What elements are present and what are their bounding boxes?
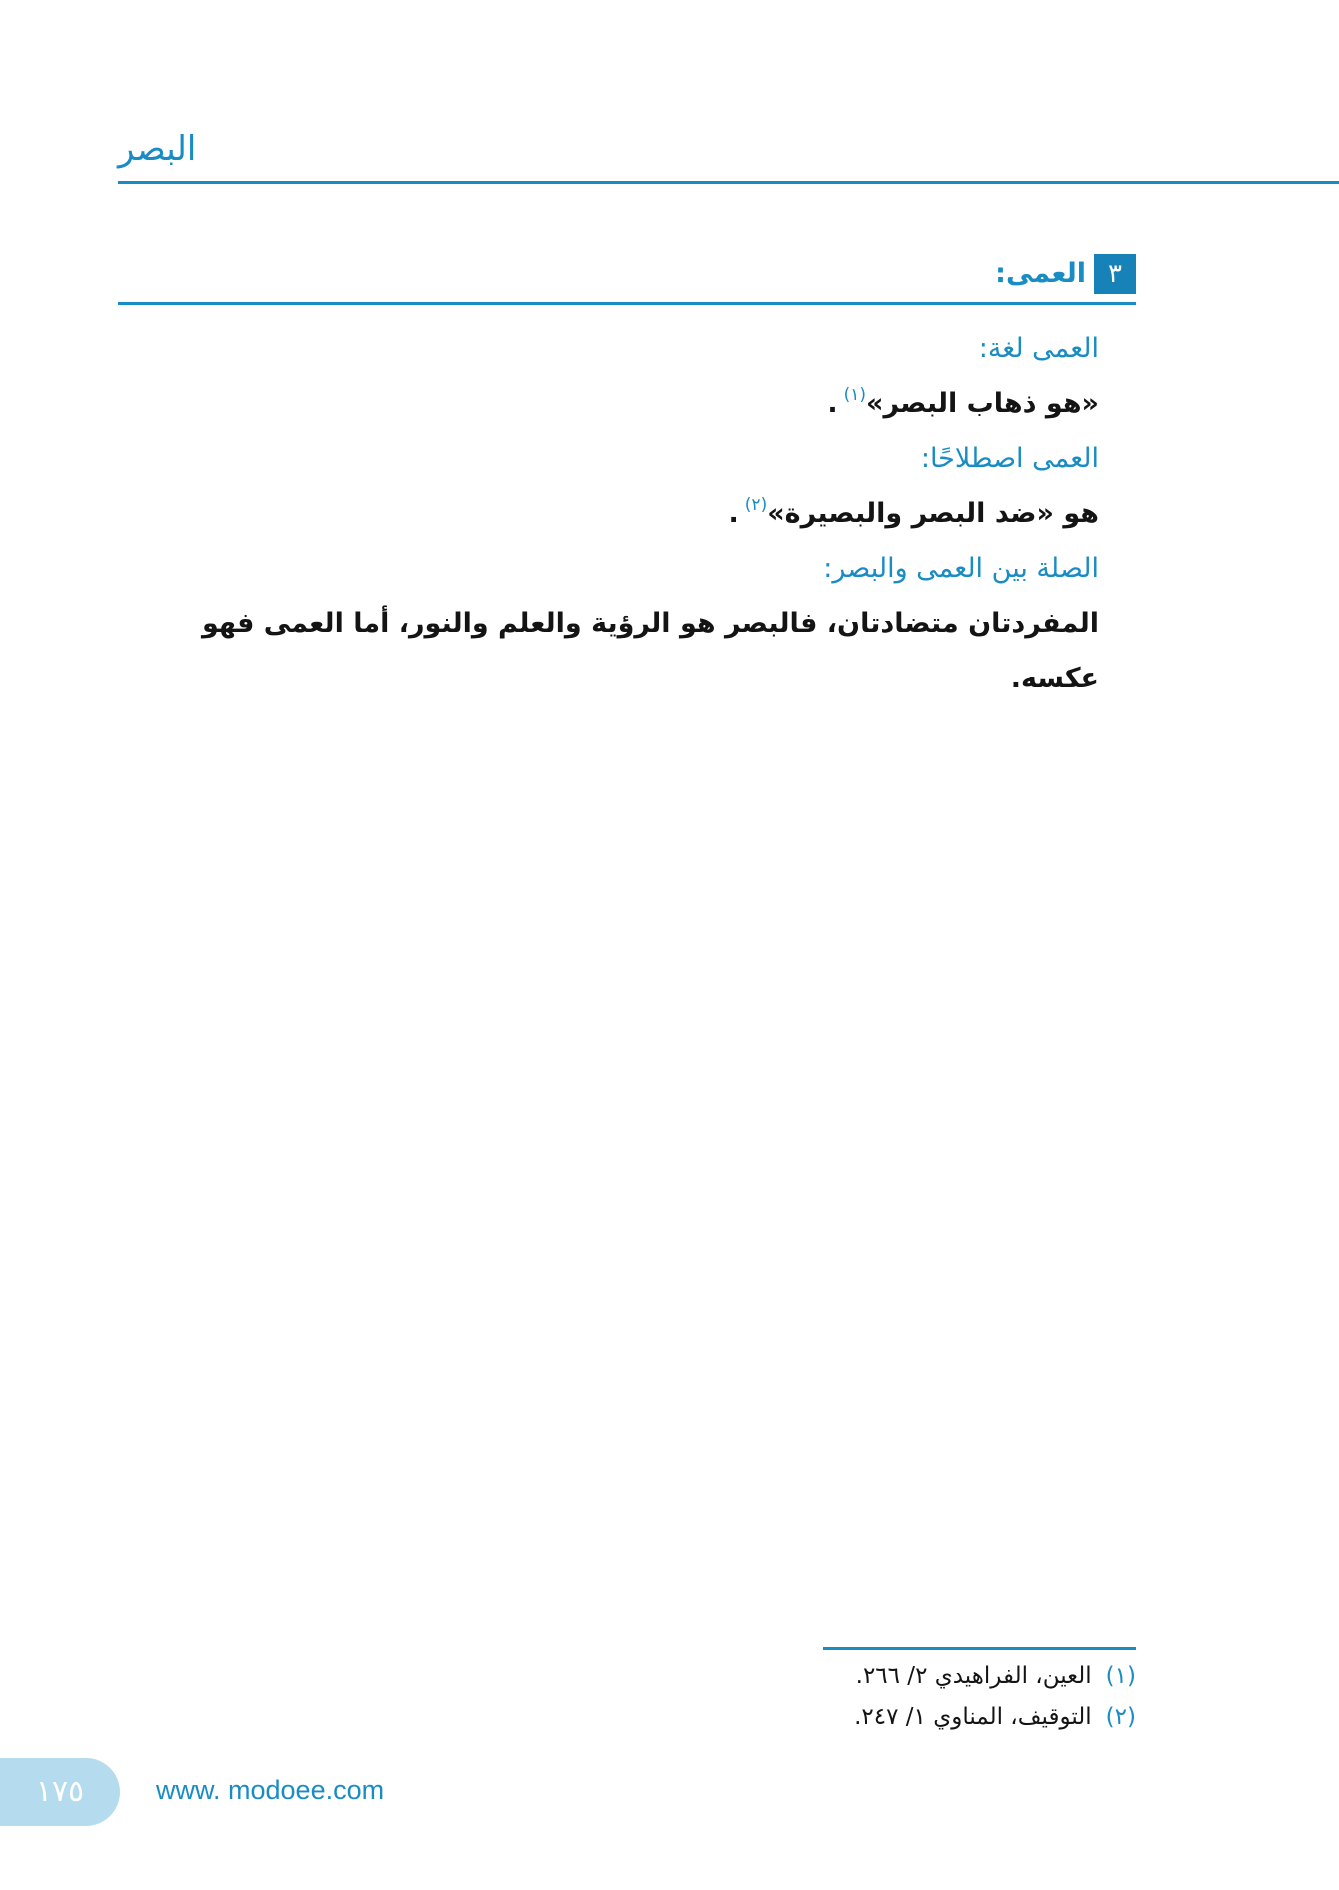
footnote-2-label: (٢) [1105, 1704, 1136, 1730]
page-number-pill [0, 1758, 120, 1826]
paragraph-linguistic-text: «هو ذهاب البصر» [866, 388, 1099, 419]
footnote-ref-2: (٢) [744, 495, 768, 515]
footnote-separator [823, 1647, 1136, 1650]
subheading-terminological: العمى اصطلاحًا: [920, 443, 1099, 474]
footnote-1 [436, 1656, 1136, 1697]
section-rule [118, 302, 1136, 305]
website-url: www. modoee.com [156, 1775, 385, 1805]
subheading-relation: الصلة بين العمى والبصر: [823, 553, 1099, 584]
page-number: ١٧٥ [35, 1774, 85, 1809]
section-number-badge: ٣ [1094, 254, 1136, 294]
subheading-linguistic: العمى لغة: [978, 333, 1099, 364]
section-title: العمى: [995, 258, 1086, 289]
paragraph-linguistic-period: . [827, 388, 838, 419]
paragraph-terminological-text: هو «ضد البصر والبصيرة» [767, 498, 1099, 529]
footnote-2-text: التوقيف، المناوي ١/ ٢٤٧. [854, 1704, 1092, 1730]
header-rule [118, 181, 1339, 184]
paragraph-terminological-period: . [728, 498, 739, 529]
paragraph-relation: المفردتان متضادتان، فالبصر هو الرؤية والعلم والنور، أما العمى فهو عكسه. [201, 608, 1099, 694]
paragraph-terminological [118, 486, 1099, 541]
footnote-ref-1: (١) [843, 385, 866, 405]
paragraph-linguistic [118, 376, 1099, 431]
footnote-2 [436, 1697, 1136, 1738]
definition-content [118, 321, 1099, 706]
footnote-1-label: (١) [1105, 1663, 1136, 1689]
footnote-1-text: العين، الفراهيدي ٢/ ٢٦٦. [855, 1663, 1092, 1689]
running-header-title: البصر [118, 129, 197, 169]
footnotes [436, 1656, 1136, 1738]
